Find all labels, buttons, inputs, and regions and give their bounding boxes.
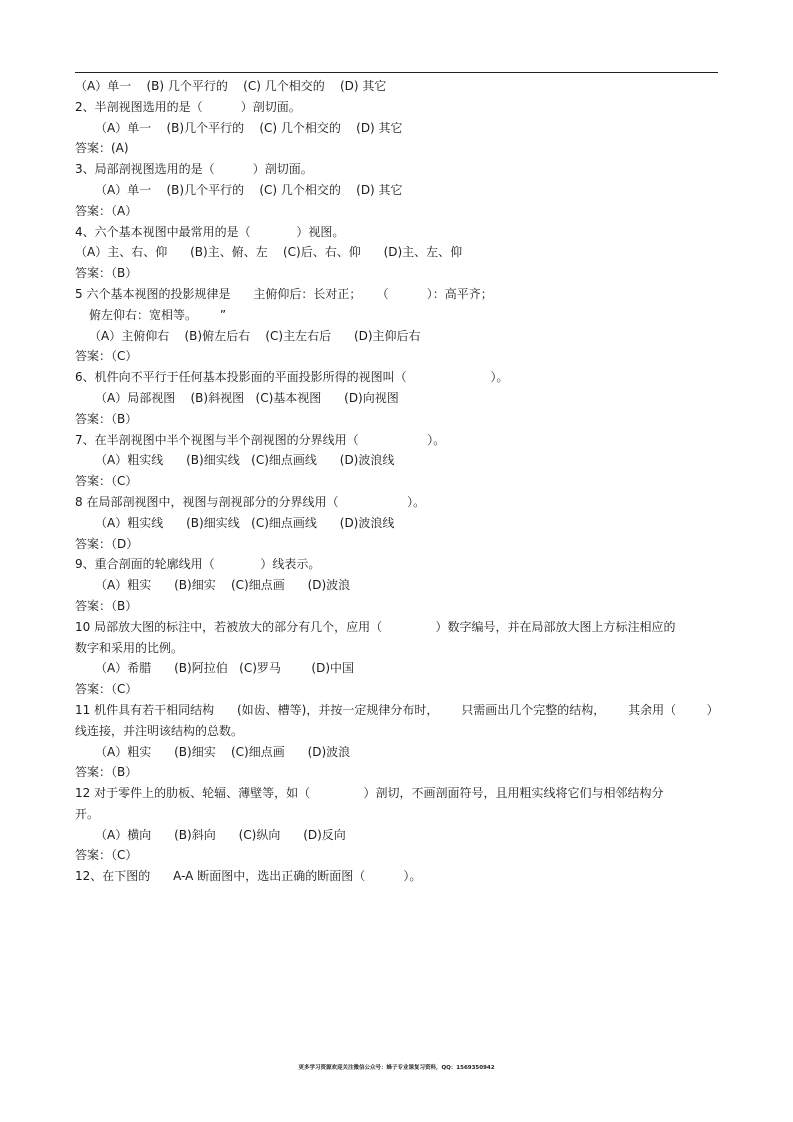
options-line: （A）横向 (B)斜向 (C)纵向 (D)反向 bbox=[95, 827, 346, 842]
question-5: 5 六个基本视图的投影规律是 主俯仰后：长对正； （ ）：高平齐； bbox=[75, 286, 493, 301]
answer-line: 答案：（C） bbox=[75, 848, 138, 863]
question-11: 11 机件具有若干相同结构 (如齿、槽等)，并按一定规律分布时， 只需画出几个完整的结构， 其余用（ ） bbox=[75, 702, 719, 717]
options-line: （A）单一 (B) 几个平行的 (C) 几个相交的 (D) 其它 bbox=[75, 79, 387, 93]
answer-line: 答案：（B） bbox=[75, 598, 138, 613]
question-4: 4、六个基本视图中最常用的是（ ）视图。 bbox=[75, 224, 345, 239]
options-line: （A）粗实 (B)细实 (C)细点画 (D)波浪 bbox=[95, 744, 351, 759]
answer-line: 答案：（C） bbox=[75, 349, 138, 364]
options-line: （A）主俯仰右 (B)俯左后右 (C)主左右后 (D)主仰后右 bbox=[89, 328, 421, 343]
options-line: （A）粗实线 (B)细实线 (C)细点画线 (D)波浪线 bbox=[95, 453, 395, 468]
options-line: （A）粗实线 (B)细实线 (C)细点画线 (D)波浪线 bbox=[95, 515, 395, 530]
question-12: 12 对于零件上的肋板、轮辐、薄壁等，如（ ）剖切，不画剖面符号，且用粗实线将它们与相邻结构分 bbox=[75, 786, 664, 801]
question-8: 8 在局部剖视图中，视图与剖视部分的分界线用（ ）。 bbox=[75, 494, 426, 509]
answer-line: 答案：（C） bbox=[75, 682, 138, 697]
answer-line: 答案：（D） bbox=[75, 536, 139, 551]
question-10-continued: 数字和采用的比例。 bbox=[75, 640, 184, 655]
question-5-continued: 俯左仰右：宽相等。 ” bbox=[89, 307, 227, 322]
question-12b: 12、在下图的 A-A 断面图中，选出正确的断面图（ ）。 bbox=[75, 869, 422, 884]
options-line: （A）单一 (B)几个平行的 (C) 几个相交的 (D) 其它 bbox=[95, 120, 403, 135]
question-3: 3、局部剖视图选用的是（ ）剖切面。 bbox=[75, 162, 313, 177]
options-line: （A）局部视图 (B)斜视图 (C)基本视图 (D)向视图 bbox=[95, 390, 399, 405]
question-12-continued: 开。 bbox=[75, 806, 100, 821]
question-list bbox=[75, 76, 720, 887]
question-10: 10 局部放大图的标注中，若被放大的部分有几个，应用（ ）数字编号，并在局部放大图上方标注相应的 bbox=[75, 619, 676, 634]
header-rule bbox=[75, 72, 718, 73]
question-6: 6、机件向不平行于任何基本投影面的平面投影所得的视图叫（ ）。 bbox=[75, 370, 509, 385]
options-line: （A）粗实 (B)细实 (C)细点画 (D)波浪 bbox=[95, 578, 351, 593]
options-line: （A）希腊 (B)阿拉伯 (C)罗马 (D)中国 bbox=[95, 661, 354, 676]
answer-line: 答案：（B） bbox=[75, 765, 138, 780]
question-2: 2、半剖视图选用的是（ ）剖切面。 bbox=[75, 99, 301, 114]
question-9: 9、重合剖面的轮廓线用（ ）线表示。 bbox=[75, 557, 321, 572]
question-7: 7、在半剖视图中半个视图与半个剖视图的分界线用（ ）。 bbox=[75, 432, 446, 447]
options-line: （A）单一 (B)几个平行的 (C) 几个相交的 (D) 其它 bbox=[95, 182, 403, 197]
answer-line: 答案：（B） bbox=[75, 266, 138, 281]
answer-line: 答案：（A） bbox=[75, 203, 138, 218]
page-footer: 更多学习资源欢迎关注微信公众号：蜂子专业课复习资料，QQ：1569350942 bbox=[298, 1065, 495, 1071]
answer-line: 答案：（C） bbox=[75, 474, 138, 489]
question-11-continued: 线连接，并注明该结构的总数。 bbox=[75, 723, 244, 738]
answer-line: 答案：（B） bbox=[75, 411, 138, 426]
answer-line: 答案：(A) bbox=[75, 141, 129, 156]
options-line: （A）主、右、仰 (B)主、俯、左 (C)后、右、仰 (D)主、左、仰 bbox=[75, 245, 463, 260]
